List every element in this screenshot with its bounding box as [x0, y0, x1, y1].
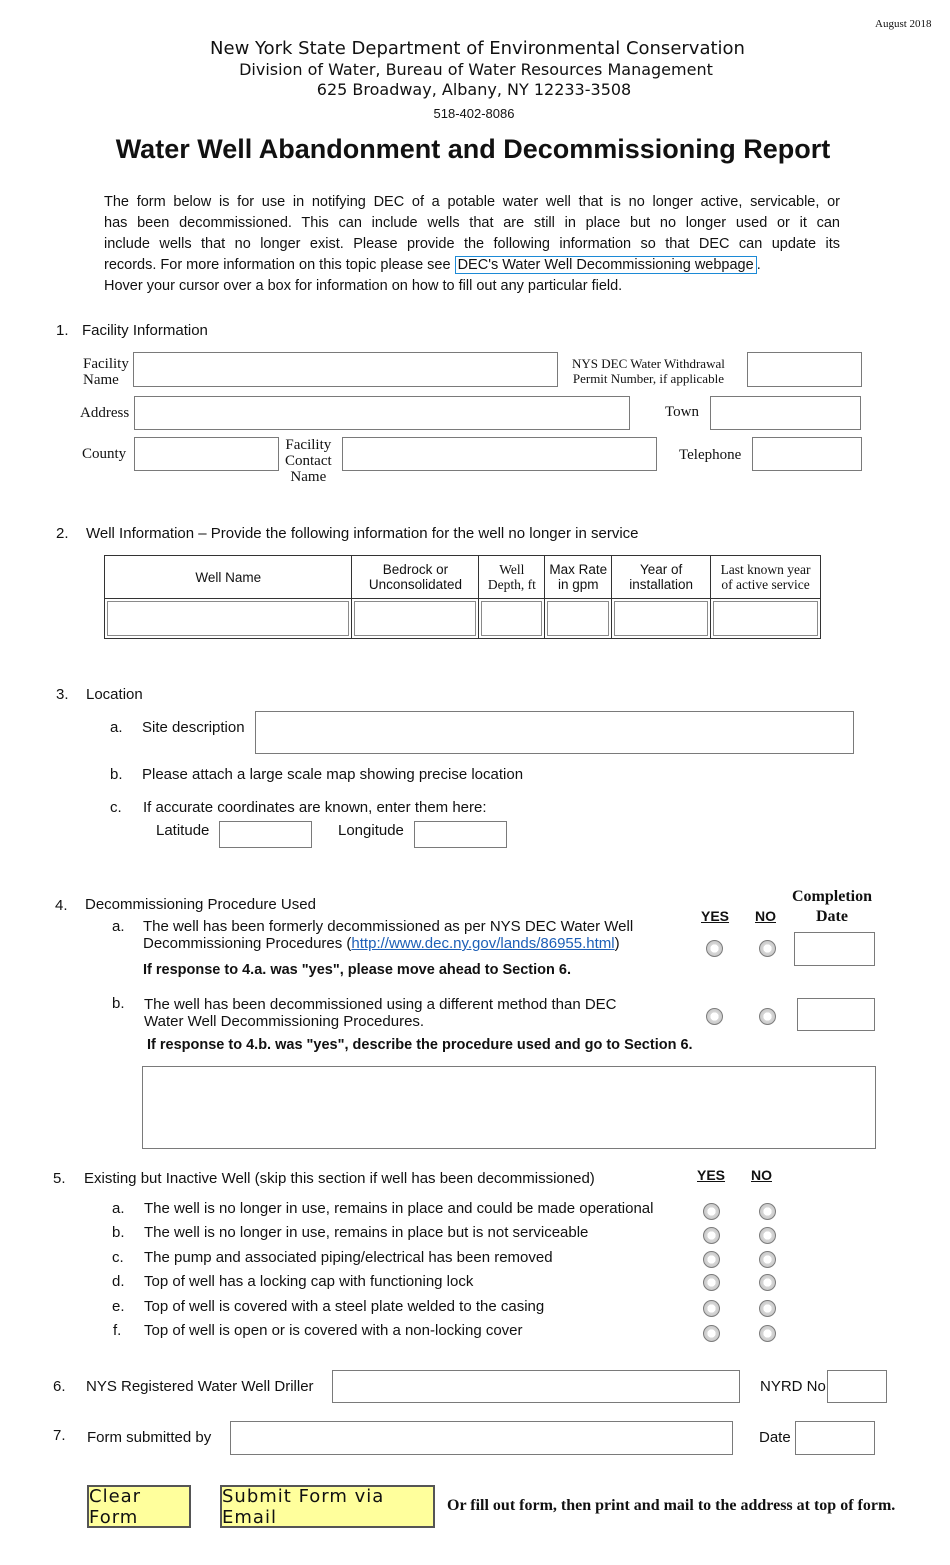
col-depth — [479, 556, 545, 599]
completion-header-l1: Completion — [792, 888, 872, 905]
item-4b-line2: Water Well Decommissioning Procedures. — [144, 1013, 425, 1030]
item-3b-letter: b. — [110, 766, 123, 783]
county-label: County — [82, 446, 127, 462]
col-depth-l2: Depth, ft — [487, 577, 536, 592]
section-7-number: 7. — [53, 1427, 66, 1444]
5d-yes-radio[interactable] — [703, 1274, 720, 1291]
bedrock-field[interactable] — [354, 601, 476, 636]
intro-line-3: include wells that no longer exist. Please provide the following information so that DEC can update its — [104, 236, 840, 252]
4b-no-radio[interactable] — [759, 1008, 776, 1025]
completion-header-l2: Date — [816, 908, 848, 925]
section-2-title: Well Information – Provide the following information for the well no longer in service — [86, 525, 639, 542]
agency-phone: 518-402-8086 — [433, 106, 515, 121]
intro-line-4-text: records. For more information on this topic please see — [104, 257, 455, 273]
section-1-number: 1. — [56, 322, 69, 339]
rate-cell — [545, 599, 612, 639]
s5-item-text: Top of well has a locking cap with functioning lock — [144, 1273, 474, 1290]
map-attach-instruction: Please attach a large scale map showing precise location — [142, 766, 524, 783]
s5-item-letter: d. — [112, 1273, 125, 1290]
longitude-label: Longitude — [338, 822, 404, 839]
4b-completion-date-field[interactable] — [797, 998, 875, 1031]
nyrd-number-field[interactable] — [827, 1370, 887, 1403]
s4-yes-header: YES — [701, 908, 730, 924]
intro-line-2: has been decommissioned. This can include wells that are still in place but no longer used or it can — [104, 215, 840, 231]
5a-yes-radio[interactable] — [703, 1203, 720, 1220]
driller-label: NYS Registered Water Well Driller — [86, 1378, 314, 1395]
town-field[interactable] — [710, 396, 861, 430]
s5-item-text: Top of well is open or is covered with a non-locking cover — [144, 1322, 523, 1339]
contact-label-l1: Facility — [285, 437, 332, 453]
longitude-field[interactable] — [414, 821, 507, 848]
section-4-title: Decommissioning Procedure Used — [85, 896, 316, 913]
item-4b-line1: The well has been decommissioned using a different method than DEC — [144, 996, 617, 1013]
facility-name-label — [83, 356, 129, 388]
site-description-label: Site description — [142, 719, 245, 736]
col-year — [612, 556, 711, 599]
intro-line-4-period: . — [756, 257, 761, 273]
mail-instruction: Or fill out form, then print and mail to the address at top of form. — [447, 1497, 896, 1514]
s5-item-text: The well is no longer in use, remains in place and could be made operational — [144, 1200, 654, 1217]
section-3-title: Location — [86, 686, 143, 703]
4b-yes-radio[interactable] — [706, 1008, 723, 1025]
year-cell — [612, 599, 711, 639]
col-rate-l1: Max Rate — [549, 562, 608, 577]
division-name: Division of Water, Bureau of Water Resources Management — [239, 60, 713, 79]
5c-yes-radio[interactable] — [703, 1251, 720, 1268]
item-3a-letter: a. — [110, 719, 123, 736]
item-4b-note: If response to 4.b. was "yes", describe the procedure used and go to Section 6. — [147, 1037, 693, 1053]
s5-item-letter: c. — [112, 1249, 124, 1266]
5e-yes-radio[interactable] — [703, 1300, 720, 1317]
item-4a-letter: a. — [112, 918, 125, 935]
item-4a-line2-text: Decommissioning Procedures ( — [143, 935, 352, 952]
4a-yes-radio[interactable] — [706, 940, 723, 957]
decommissioning-webpage-link[interactable]: DEC's Water Well Decommissioning webpage — [455, 256, 757, 274]
section-6-number: 6. — [53, 1378, 66, 1395]
col-last-l2: of active service — [721, 577, 810, 592]
section-2-number: 2. — [56, 525, 69, 542]
intro-line-4 — [104, 255, 840, 276]
permit-number-field[interactable] — [747, 352, 862, 387]
col-year-l2: installation — [629, 577, 694, 592]
s5-item-text: The well is no longer in use, remains in place but is not serviceable — [144, 1224, 589, 1241]
item-4b-letter: b. — [112, 995, 125, 1012]
nyrd-label: NYRD No — [760, 1378, 826, 1395]
dec-procedures-link[interactable]: http://www.dec.ny.gov/lands/86955.html — [351, 935, 615, 952]
submit-email-button[interactable]: Submit Form via Email — [220, 1485, 435, 1528]
col-bedrock-l2: Unconsolidated — [368, 577, 462, 592]
submitted-by-field[interactable] — [230, 1421, 733, 1455]
col-rate — [545, 556, 612, 599]
max-rate-field[interactable] — [547, 601, 609, 636]
intro-paragraph — [104, 192, 840, 297]
item-4a-note: If response to 4.a. was "yes", please move ahead to Section 6. — [143, 962, 571, 978]
4a-no-radio[interactable] — [759, 940, 776, 957]
4a-completion-date-field[interactable] — [794, 932, 875, 966]
town-label: Town — [665, 404, 699, 420]
col-year-l1: Year of — [640, 562, 683, 577]
well-name-cell — [105, 599, 352, 639]
clear-form-button[interactable]: Clear Form — [87, 1485, 191, 1528]
s5-no-header: NO — [751, 1167, 772, 1183]
well-depth-field[interactable] — [481, 601, 542, 636]
well-name-field[interactable] — [107, 601, 349, 636]
5d-no-radio[interactable] — [759, 1274, 776, 1291]
agency-name: New York State Department of Environmental Conservation — [210, 38, 745, 59]
s5-yes-header: YES — [697, 1167, 726, 1183]
col-bedrock-l1: Bedrock or — [382, 562, 449, 577]
col-rate-l2: in gpm — [558, 577, 599, 592]
item-4a-line2-close: ) — [614, 935, 620, 952]
section-5-title: Existing but Inactive Well (skip this section if well has been decommissioned) — [84, 1170, 595, 1187]
section-3-number: 3. — [56, 686, 69, 703]
s5-item-letter: f. — [113, 1322, 122, 1339]
facility-name-field[interactable] — [133, 352, 558, 387]
s5-item-letter: a. — [112, 1200, 125, 1217]
telephone-label: Telephone — [679, 447, 742, 463]
date-stamp: August 2018 — [875, 18, 932, 30]
procedure-description-field[interactable] — [142, 1066, 876, 1149]
contact-name-field[interactable] — [342, 437, 657, 471]
permit-label-l1: NYS DEC Water Withdrawal — [572, 356, 725, 371]
contact-name-label — [285, 437, 332, 485]
submitted-by-label: Form submitted by — [87, 1429, 212, 1446]
agency-address: 625 Broadway, Albany, NY 12233-3508 — [316, 80, 632, 99]
last-active-year-field[interactable] — [713, 601, 818, 636]
bedrock-cell — [352, 599, 479, 639]
col-last-year — [711, 556, 821, 599]
col-well-name — [105, 556, 352, 599]
submitted-date-field[interactable] — [795, 1421, 875, 1455]
section-5-number: 5. — [53, 1170, 66, 1187]
col-depth-l1: Well — [499, 562, 525, 577]
contact-label-l2: Contact — [285, 453, 332, 469]
depth-cell — [479, 599, 545, 639]
facility-name-label-l2: Name — [83, 372, 119, 388]
intro-line-1: The form below is for use in notifying DEC of a potable water well that is no longer active, servicable, or — [104, 194, 840, 210]
intro-line-5: Hover your cursor over a box for information on how to fill out any particular field. — [104, 278, 623, 294]
5f-yes-radio[interactable] — [703, 1325, 720, 1342]
section-1-title: Facility Information — [82, 322, 208, 339]
s5-item-text: Top of well is covered with a steel plate welded to the casing — [144, 1298, 545, 1315]
item-3c-letter: c. — [110, 799, 122, 816]
s4-no-header: NO — [755, 908, 776, 924]
item-4a-line1: The well has been formerly decommissioned as per NYS DEC Water Well — [143, 918, 634, 935]
driller-name-field[interactable] — [332, 1370, 740, 1403]
section-4-number: 4. — [55, 897, 68, 914]
5f-no-radio[interactable] — [759, 1325, 776, 1342]
completion-date-header — [786, 887, 878, 927]
date-label: Date — [759, 1429, 791, 1446]
facility-name-label-l1: Facility — [83, 356, 129, 372]
permit-label-l2: Permit Number, if applicable — [572, 371, 724, 386]
s5-item-letter: e. — [112, 1298, 125, 1315]
item-4a-line2 — [143, 935, 633, 952]
5c-no-radio[interactable] — [759, 1251, 776, 1268]
contact-label-l3: Name — [290, 469, 327, 485]
col-bedrock — [352, 556, 479, 599]
county-field[interactable] — [134, 437, 279, 471]
address-field[interactable] — [134, 396, 630, 430]
5a-no-radio[interactable] — [759, 1203, 776, 1220]
coordinates-instruction: If accurate coordinates are known, enter them here: — [143, 799, 487, 816]
latitude-label: Latitude — [156, 822, 210, 839]
5b-yes-radio[interactable] — [703, 1227, 720, 1244]
s5-item-text: The pump and associated piping/electrical has been removed — [144, 1249, 553, 1266]
latitude-field[interactable] — [219, 821, 312, 848]
col-well-name-text: Well Name — [195, 569, 262, 585]
address-label: Address — [80, 405, 130, 421]
last-year-cell — [711, 599, 821, 639]
telephone-field[interactable] — [752, 437, 862, 471]
5b-no-radio[interactable] — [759, 1227, 776, 1244]
permit-number-label — [572, 356, 725, 386]
year-installed-field[interactable] — [614, 601, 708, 636]
item-4a-text — [143, 918, 633, 952]
s5-item-letter: b. — [112, 1224, 125, 1241]
item-4b-text — [144, 996, 617, 1030]
col-last-l1: Last known year — [720, 562, 811, 577]
site-description-field[interactable] — [255, 711, 854, 754]
5e-no-radio[interactable] — [759, 1300, 776, 1317]
page-title: Water Well Abandonment and Decommissioning Report — [115, 134, 831, 164]
well-info-table — [104, 555, 821, 639]
